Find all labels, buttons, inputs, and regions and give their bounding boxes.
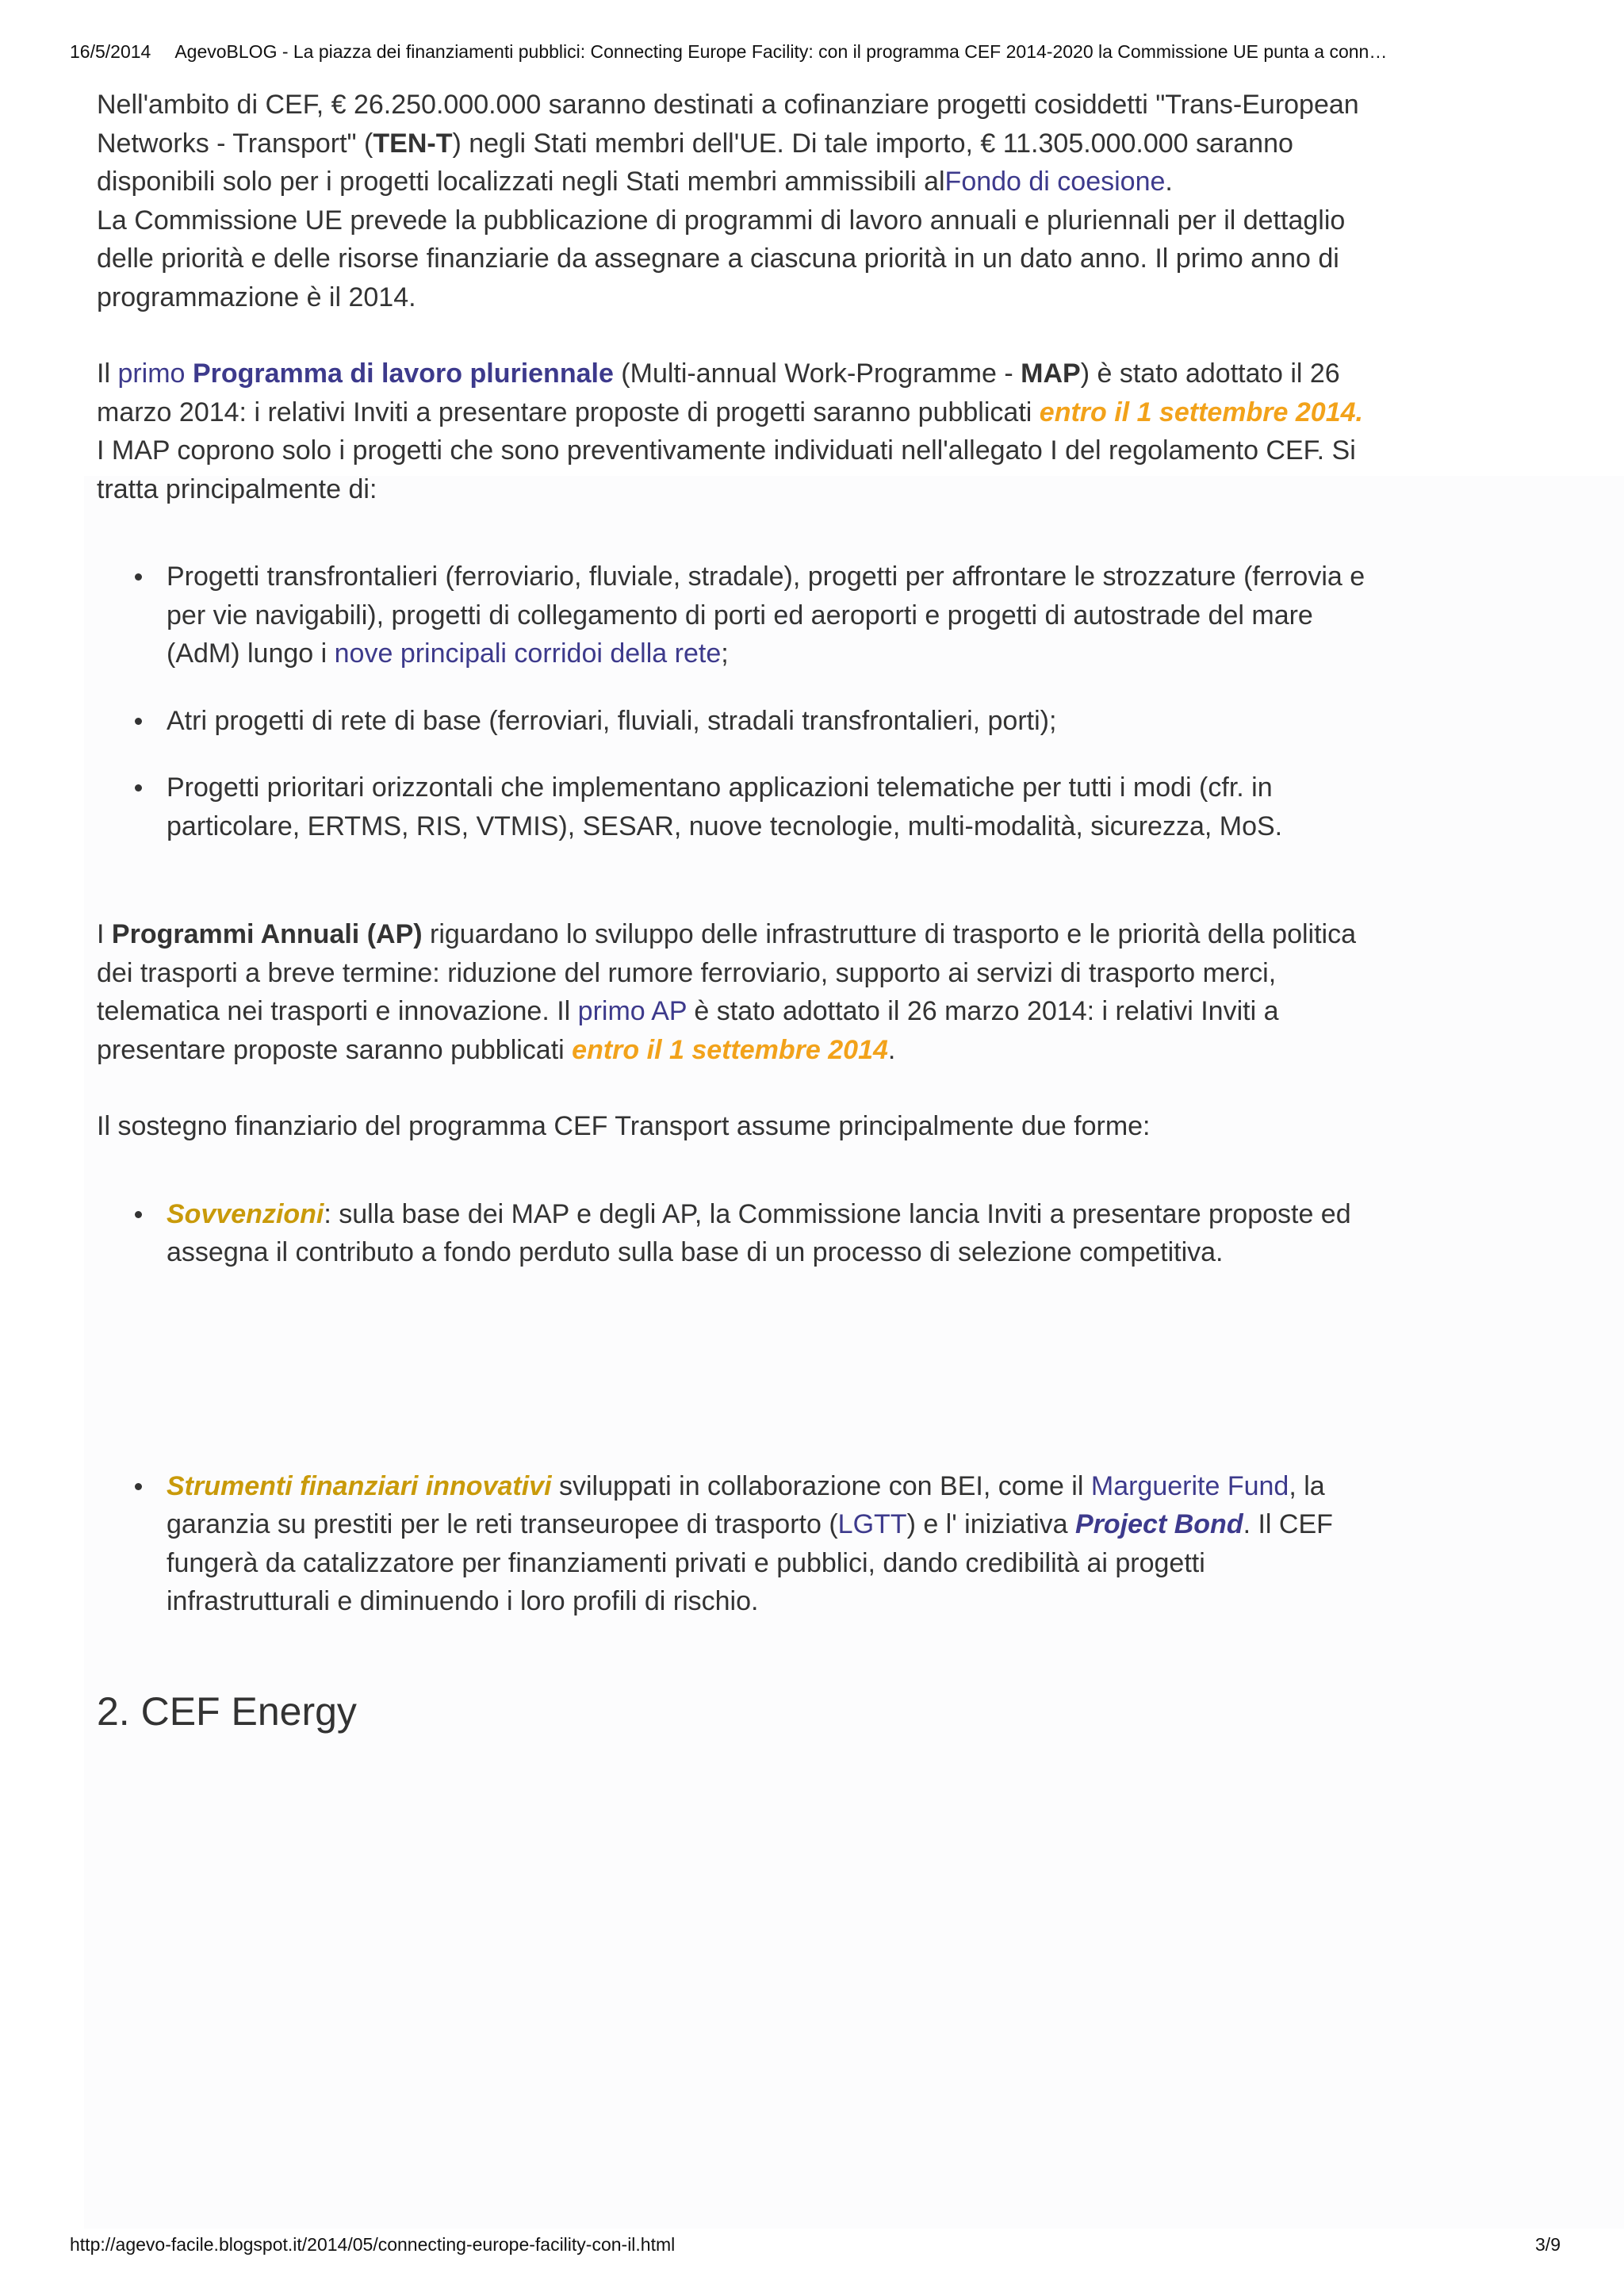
fondo-di-coesione-link[interactable]: Fondo di coesione xyxy=(944,167,1166,197)
text-span: Progetti transfrontalieri (ferroviario, fluviale, stradale), progetti per affrontare le strozzature (ferrovia e per vie navigabili), progetti di collegamento di porti ed aeroporti e progetti di autostrade del mare (AdM) lungo i xyxy=(167,562,1365,669)
project-bond-link[interactable]: Project Bond xyxy=(1075,1509,1243,1539)
map-bold: MAP xyxy=(1021,358,1081,389)
list-item: Progetti prioritari orizzontali che implementano applicazioni telematiche per tutti i modi (cfr. in particolare, ERTMS, RIS, VTMIS), SESAR, nuove tecnologie, multi-modalità, sicurezza, MoS. xyxy=(167,768,1365,845)
text-span: Nell'ambito di CEF, € 26.250.000.000 saranno destinati a cofinanziare progetti cosiddetti "Trans-European Networks - Transport" ( xyxy=(97,90,1359,159)
print-page-title: AgevoBLOG - La piazza dei finanziamenti pubblici: Connecting Europe Facility: con il programma CEF 2014-2020 la Commissione UE punta a conn… xyxy=(174,41,1388,62)
text-span: (Multi-annual Work-Programme - xyxy=(613,358,1021,389)
lgtt-link[interactable]: LGTT xyxy=(837,1509,907,1539)
corridoi-link[interactable]: nove principali corridoi della rete xyxy=(334,638,722,669)
paragraph-ap xyxy=(97,915,1365,1069)
spacer xyxy=(97,874,1365,915)
print-url: http://agevo-facile.blogspot.it/2014/05/connecting-europe-facility-con-il.html xyxy=(70,2234,676,2255)
paragraph-map-scope: I MAP coprono solo i progetti che sono preventivamente individuati nell'allegato I del regolamento CEF. Si tratta principalmente di: xyxy=(97,435,1356,504)
print-date: 16/5/2014 xyxy=(70,41,151,62)
paragraph-sostegno: Il sostegno finanziario del programma CEF Transport assume principalmente due forme: xyxy=(97,1111,1151,1141)
page-number: 3/9 xyxy=(1535,2234,1561,2255)
text-span: Il xyxy=(97,358,118,389)
paragraph-ten-t xyxy=(97,86,1365,201)
print-header xyxy=(70,41,1561,63)
ten-t-bold: TEN-T xyxy=(373,128,453,159)
text-span: ) è stato adottato il 26 marzo 2014: i relativi Inviti a presentare proposte di progetti saranno pubblicati xyxy=(97,358,1340,427)
spacer xyxy=(97,1069,1365,1107)
text-span: riguardano lo sviluppo delle infrastrutture di trasporto e le priorità della politica dei trasporti a breve termine: riduzione del rumore ferroviario, supporto ai servizi di trasporto merci, telematica nei trasporti e innovazione. Il xyxy=(97,919,1356,1026)
sovvenzioni-label: Sovvenzioni xyxy=(167,1198,324,1229)
deadline-highlight: entro il 1 settembre 2014. xyxy=(1039,397,1363,427)
primo-link[interactable]: primo xyxy=(117,358,186,389)
spacer xyxy=(97,508,1365,558)
ap-bold: Programmi Annuali (AP) xyxy=(111,919,423,949)
text-span: : sulla base dei MAP e degli AP, la Commissione lancia Inviti a presentare proposte ed assegna il contributo a fondo perduto sulla base di un processo di selezione competitiva. xyxy=(167,1198,1351,1267)
article-body xyxy=(97,86,1365,1735)
text-span: è stato adottato il 26 marzo 2014: i relativi Inviti a presentare proposte saranno pubblicati xyxy=(97,996,1279,1065)
programma-pluriennale-link[interactable]: Programma di lavoro pluriennale xyxy=(192,358,614,389)
deadline-highlight: entro il 1 settembre 2014 xyxy=(572,1034,888,1065)
list-item xyxy=(167,558,1365,673)
marguerite-fund-link[interactable]: Marguerite Fund xyxy=(1090,1470,1289,1501)
list-item: Atri progetti di rete di base (ferroviari, fluviali, stradali transfrontalieri, porti); xyxy=(167,702,1365,741)
spacer xyxy=(97,1146,1365,1195)
text-span: . Il CEF fungerà da catalizzatore per finanziamenti privati e pubblici, dando credibilità ai progetti infrastrutturali e diminuendo i loro profili di rischio. xyxy=(167,1509,1333,1616)
text-span: ) negli Stati membri dell'UE. Di tale importo, € 11.305.000.000 saranno disponibili solo per i progetti localizzati negli Stati membri ammissibili al xyxy=(97,128,1293,197)
text-span: sviluppati in collaborazione con BEI, come il xyxy=(551,1470,1091,1501)
strumenti-label: Strumenti finanziari innovativi xyxy=(167,1470,552,1501)
paragraph-map xyxy=(97,355,1365,431)
text-span: ) e l' iniziativa xyxy=(906,1509,1076,1539)
text-span: . xyxy=(887,1034,896,1065)
map-projects-list xyxy=(97,558,1365,845)
spacer xyxy=(97,316,1365,355)
primo-ap-link[interactable]: primo AP xyxy=(577,996,687,1026)
text-span: I xyxy=(97,919,112,949)
section-heading-cef-energy: 2. CEF Energy xyxy=(97,1688,357,1734)
funding-forms-list xyxy=(97,1195,1365,1272)
print-footer xyxy=(70,2234,1561,2256)
list-item xyxy=(167,1467,1365,1621)
spacer xyxy=(97,1301,1365,1467)
spacer xyxy=(97,1650,1365,1688)
text-span: , la garanzia su prestiti per le reti transeuropee di trasporto ( xyxy=(167,1470,1325,1539)
text-span xyxy=(185,358,192,389)
paragraph-programmi-lavoro: La Commissione UE prevede la pubblicazione di programmi di lavoro annuali e pluriennali per il dettaglio delle priorità e delle risorse finanziarie da assegnare a ciascuna priorità in un dato anno. Il primo anno di programmazione è il 2014. xyxy=(97,205,1346,312)
list-item xyxy=(167,1195,1365,1272)
funding-forms-list-continued xyxy=(97,1467,1365,1621)
text-span: ; xyxy=(721,638,729,669)
text-span: . xyxy=(1165,167,1173,197)
